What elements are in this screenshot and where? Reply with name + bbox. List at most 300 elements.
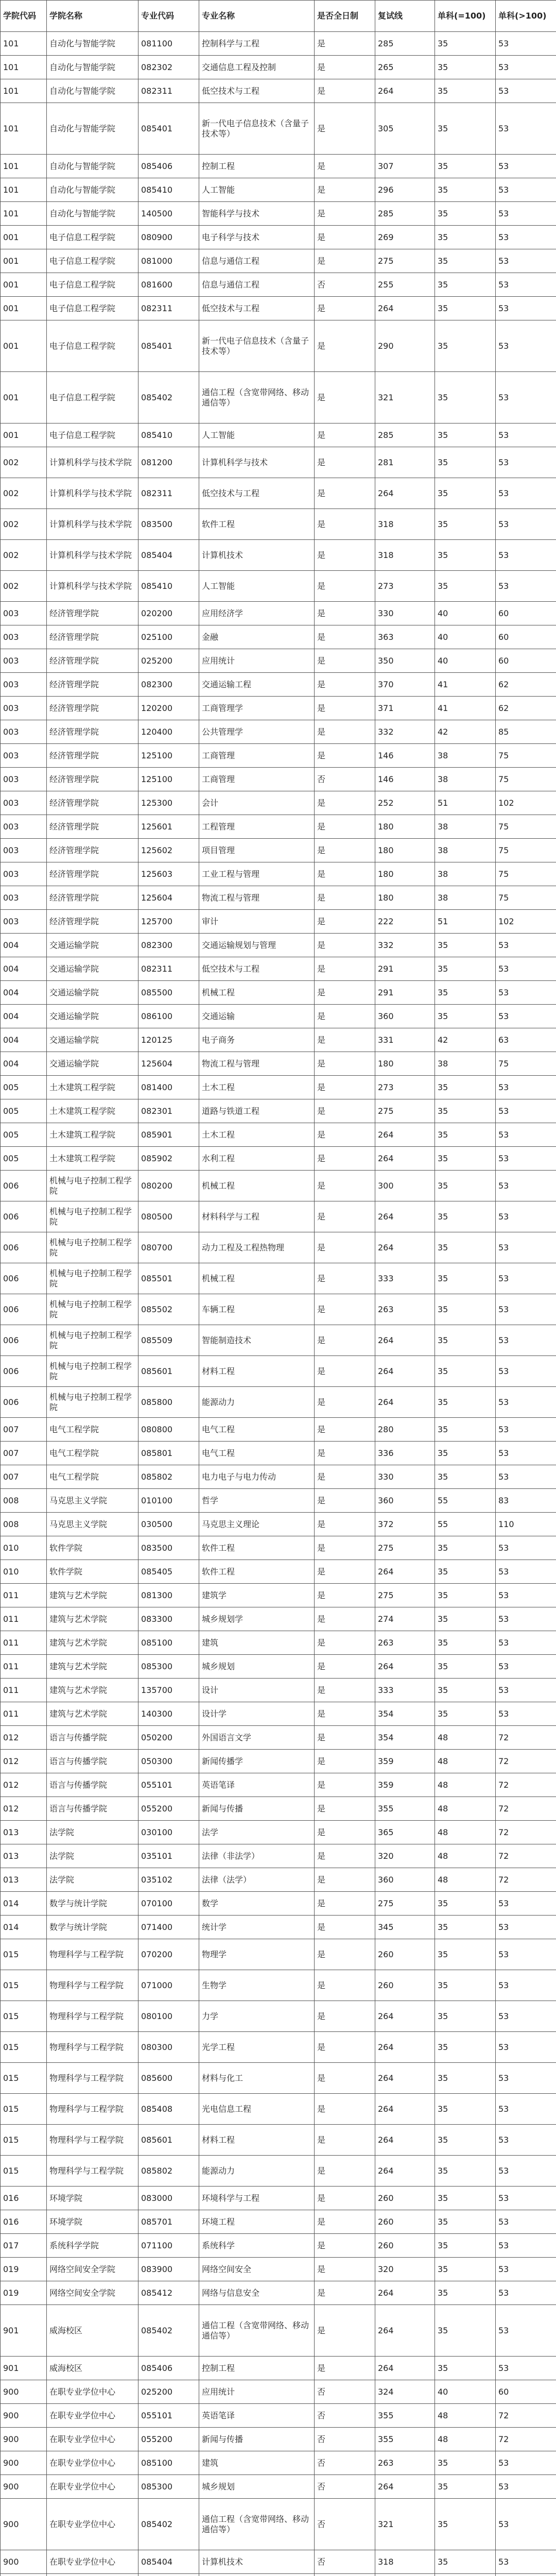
cell-cutoff: 180 xyxy=(375,862,435,886)
cell-single-over-100: 75 xyxy=(496,862,556,886)
header-major-name: 专业名称 xyxy=(199,1,315,32)
cell-major-code: 070100 xyxy=(138,1892,199,1916)
cell-full-time: 是 xyxy=(315,1387,375,1418)
cell-major-code: 085410 xyxy=(138,178,199,202)
cell-major-code: 120200 xyxy=(138,697,199,720)
cell-cutoff: 264 xyxy=(375,2281,435,2305)
cell-single-100: 35 xyxy=(435,1232,496,1263)
table-row xyxy=(1,1702,556,1726)
table-row xyxy=(1,1325,556,1356)
cell-major-name: 计算机技术 xyxy=(199,2550,315,2574)
cell-cutoff: 324 xyxy=(375,2380,435,2404)
table-row xyxy=(1,226,556,249)
cell-college-name: 在职专业学位中心 xyxy=(47,2499,138,2550)
cell-major-name: 新一代电子信息技术（含量子技术等） xyxy=(199,320,315,372)
cell-college-name: 物理科学与工程学院 xyxy=(47,2125,138,2156)
cell-full-time xyxy=(315,2574,375,2576)
cell-single-100: 38 xyxy=(435,768,496,791)
cell-single-over-100: 53 xyxy=(496,1702,556,1726)
cell-single-100: 35 xyxy=(435,1560,496,1584)
cell-single-100: 35 xyxy=(435,1418,496,1442)
cell-cutoff: 354 xyxy=(375,1726,435,1750)
cell-full-time: 是 xyxy=(315,1263,375,1294)
table-row xyxy=(1,1123,556,1147)
cell-cutoff: 264 xyxy=(375,1387,435,1418)
table-row xyxy=(1,2499,556,2550)
cell-college-name: 环境学院 xyxy=(47,2210,138,2234)
cell-single-100: 48 xyxy=(435,1726,496,1750)
cell-single-100: 35 xyxy=(435,2475,496,2499)
cell-major-name: 光学工程 xyxy=(199,2032,315,2063)
cell-cutoff: 280 xyxy=(375,1418,435,1442)
cell-full-time: 否 xyxy=(315,2550,375,2574)
cell-major-name: 材料工程 xyxy=(199,2125,315,2156)
cell-college-name: 计算机科学与技术学院 xyxy=(47,447,138,478)
cell-college-code: 003 xyxy=(1,744,47,768)
cell-single-over-100: 72 xyxy=(496,1726,556,1750)
cell-cutoff: 264 xyxy=(375,1356,435,1387)
cell-single-100: 35 xyxy=(435,1631,496,1655)
cell-cutoff: 275 xyxy=(375,1892,435,1916)
cell-full-time: 是 xyxy=(315,791,375,815)
cell-major-code: 086100 xyxy=(138,1005,199,1028)
cell-major-code: 135700 xyxy=(138,1679,199,1702)
cell-major-name: 人工智能 xyxy=(199,571,315,602)
cell-major-name: 网络与信息安全 xyxy=(199,2281,315,2305)
cell-single-over-100: 75 xyxy=(496,815,556,839)
cell-college-code: 008 xyxy=(1,1513,47,1536)
cell-college-code: 014 xyxy=(1,1892,47,1916)
cell-college-name: 在职专业学位中心 xyxy=(47,2451,138,2475)
cell-full-time: 是 xyxy=(315,372,375,423)
cell-college-code: 002 xyxy=(1,447,47,478)
cell-single-over-100: 53 xyxy=(496,1631,556,1655)
cell-cutoff: 291 xyxy=(375,957,435,981)
cell-cutoff: 300 xyxy=(375,1171,435,1201)
cell-single-over-100: 60 xyxy=(496,649,556,673)
cell-college-name: 环境学院 xyxy=(47,2187,138,2210)
cell-single-over-100: 75 xyxy=(496,744,556,768)
cell-college-code: 019 xyxy=(1,2258,47,2281)
table-row xyxy=(1,1631,556,1655)
cell-single-over-100: 53 xyxy=(496,273,556,297)
header-row xyxy=(1,1,556,32)
cell-college-code: 002 xyxy=(1,571,47,602)
cell-college-name: 机械与电子控制工程学院 xyxy=(47,1263,138,1294)
cell-single-over-100: 53 xyxy=(496,178,556,202)
cell-single-100: 35 xyxy=(435,178,496,202)
cell-full-time: 是 xyxy=(315,2281,375,2305)
cell-cutoff: 180 xyxy=(375,815,435,839)
cell-major-code: 035102 xyxy=(138,1868,199,1892)
cell-full-time: 是 xyxy=(315,2063,375,2094)
cell-major-code: 085402 xyxy=(138,2305,199,2357)
cell-major-name: 计算机技术 xyxy=(199,540,315,571)
cell-college-name: 物理科学与工程学院 xyxy=(47,1939,138,1970)
cell-major-name: 低空技术与工程 xyxy=(199,79,315,103)
table-row xyxy=(1,2187,556,2210)
cell-single-over-100: 102 xyxy=(496,791,556,815)
cell-full-time: 是 xyxy=(315,2305,375,2357)
cell-college-name: 机械与电子控制工程学院 xyxy=(47,1325,138,1356)
cell-single-100: 48 xyxy=(435,2404,496,2428)
table-row xyxy=(1,910,556,934)
cell-single-over-100: 75 xyxy=(496,886,556,910)
cell-single-over-100: 53 xyxy=(496,1232,556,1263)
header-college-name: 学院名称 xyxy=(47,1,138,32)
cell-major-code: 085401 xyxy=(138,103,199,155)
cell-single-over-100: 53 xyxy=(496,2281,556,2305)
cell-single-100: 35 xyxy=(435,1655,496,1679)
cell-major-code: 082302 xyxy=(138,56,199,79)
cell-single-100: 35 xyxy=(435,1099,496,1123)
cell-full-time: 否 xyxy=(315,2475,375,2499)
table-row xyxy=(1,1171,556,1201)
cell-college-code: 010 xyxy=(1,1536,47,1560)
cell-single-100: 35 xyxy=(435,372,496,423)
cell-college-code: 003 xyxy=(1,697,47,720)
cell-major-name: 通信工程（含宽带网络、移动通信等） xyxy=(199,2305,315,2357)
cell-major-name: 应用经济学 xyxy=(199,602,315,625)
cell-college-code: 006 xyxy=(1,1263,47,1294)
table-row xyxy=(1,1076,556,1099)
cell-single-over-100: 72 xyxy=(496,1750,556,1773)
cell-single-over-100: 53 xyxy=(496,79,556,103)
cell-full-time: 是 xyxy=(315,2258,375,2281)
table-row xyxy=(1,649,556,673)
cell-college-name: 语言与传播学院 xyxy=(47,1773,138,1797)
cell-major-code: 030500 xyxy=(138,1513,199,1536)
cell-major-name: 人工智能 xyxy=(199,178,315,202)
cell-full-time: 否 xyxy=(315,2404,375,2428)
cell-single-over-100: 62 xyxy=(496,673,556,697)
cell-college-code: 005 xyxy=(1,1099,47,1123)
table-row xyxy=(1,2428,556,2451)
cell-college-name: 计算机科学与技术学院 xyxy=(47,540,138,571)
cell-college-code: 011 xyxy=(1,1607,47,1631)
cell-cutoff: 360 xyxy=(375,1868,435,1892)
table-row xyxy=(1,720,556,744)
table-row xyxy=(1,1892,556,1916)
cell-single-over-100: 53 xyxy=(496,1123,556,1147)
cell-full-time: 是 xyxy=(315,56,375,79)
cell-full-time: 是 xyxy=(315,1916,375,1939)
cell-major-code: 140300 xyxy=(138,1702,199,1726)
cell-college-name: 物理科学与工程学院 xyxy=(47,2063,138,2094)
cell-cutoff: 296 xyxy=(375,178,435,202)
cell-college-name: 电子信息工程学院 xyxy=(47,297,138,320)
cell-major-name: 通信工程（含宽带网络、移动通信等） xyxy=(199,2499,315,2550)
cell-cutoff: 318 xyxy=(375,540,435,571)
cell-major-code: 030100 xyxy=(138,1821,199,1844)
cell-major-code: 085500 xyxy=(138,981,199,1005)
table-row xyxy=(1,1294,556,1325)
table-row xyxy=(1,791,556,815)
cell-single-over-100: 53 xyxy=(496,447,556,478)
cell-single-100: 55 xyxy=(435,1489,496,1513)
header-single-100: 单科(=100) xyxy=(435,1,496,32)
cell-college-name: 经济管理学院 xyxy=(47,862,138,886)
table-row xyxy=(1,202,556,226)
cell-college-name: 网络空间安全学院 xyxy=(47,2281,138,2305)
cell-single-100: 38 xyxy=(435,744,496,768)
cell-full-time: 是 xyxy=(315,1773,375,1797)
cell-college-name: 计算机科学与技术学院 xyxy=(47,478,138,509)
cell-college-code: 015 xyxy=(1,2063,47,2094)
cell-major-name: 水利工程 xyxy=(199,1147,315,1171)
cell-college-name: 计算机科学与技术学院 xyxy=(47,571,138,602)
cell-major-name: 工商管理 xyxy=(199,768,315,791)
cell-single-over-100: 53 xyxy=(496,1171,556,1201)
table-row xyxy=(1,2305,556,2357)
cell-full-time: 是 xyxy=(315,155,375,178)
cell-full-time: 是 xyxy=(315,1844,375,1868)
cell-cutoff: 264 xyxy=(375,1325,435,1356)
cell-cutoff: 291 xyxy=(375,981,435,1005)
table-row xyxy=(1,178,556,202)
cell-college-name: 土木建筑工程学院 xyxy=(47,1076,138,1099)
cell-major-name: 工商管理 xyxy=(199,744,315,768)
table-row xyxy=(1,1099,556,1123)
cell-college-name: 电子信息工程学院 xyxy=(47,320,138,372)
cell-college-name: 语言与传播学院 xyxy=(47,1797,138,1821)
cell-major-name: 数学 xyxy=(199,1892,315,1916)
cell-college-name: 建筑与艺术学院 xyxy=(47,1655,138,1679)
cell-full-time: 是 xyxy=(315,602,375,625)
cell-single-over-100: 53 xyxy=(496,2156,556,2187)
cell-college-name: 自动化与智能学院 xyxy=(47,178,138,202)
cell-college-code: 015 xyxy=(1,1970,47,2001)
cell-full-time: 是 xyxy=(315,1028,375,1052)
cell-full-time: 否 xyxy=(315,2380,375,2404)
cell-college-name: 电子信息工程学院 xyxy=(47,423,138,447)
cell-cutoff: 264 xyxy=(375,2063,435,2094)
cell-cutoff: 264 xyxy=(375,2125,435,2156)
cell-college-code: 001 xyxy=(1,249,47,273)
cell-full-time: 是 xyxy=(315,1702,375,1726)
cell-cutoff: 146 xyxy=(375,744,435,768)
cell-single-100: 38 xyxy=(435,1052,496,1076)
cell-full-time: 是 xyxy=(315,320,375,372)
cell-college-name: 系统科学学院 xyxy=(47,2234,138,2258)
cell-full-time: 是 xyxy=(315,297,375,320)
cell-single-100: 35 xyxy=(435,1892,496,1916)
cell-cutoff: 359 xyxy=(375,1773,435,1797)
table-row xyxy=(1,1387,556,1418)
cell-single-over-100: 53 xyxy=(496,2125,556,2156)
table-row xyxy=(1,1513,556,1536)
cell-single-100: 35 xyxy=(435,1294,496,1325)
cell-major-code: 125604 xyxy=(138,886,199,910)
cell-single-100: 35 xyxy=(435,2550,496,2574)
cell-major-name: 动力工程及工程热物理 xyxy=(199,1232,315,1263)
cell-major-name: 设计学 xyxy=(199,1702,315,1726)
cell-single-100: 35 xyxy=(435,297,496,320)
cell-single-over-100: 53 xyxy=(496,1465,556,1489)
cell-college-code: 003 xyxy=(1,649,47,673)
cell-full-time: 是 xyxy=(315,2357,375,2380)
cell-single-100: 35 xyxy=(435,1679,496,1702)
cell-major-code: 080300 xyxy=(138,2032,199,2063)
table-row xyxy=(1,697,556,720)
cell-single-over-100: 53 xyxy=(496,320,556,372)
cell-college-name: 物理科学与工程学院 xyxy=(47,1970,138,2001)
cell-cutoff: 264 xyxy=(375,2001,435,2032)
cell-major-code: 081200 xyxy=(138,447,199,478)
cell-cutoff: 265 xyxy=(375,56,435,79)
cell-major-code: 025200 xyxy=(138,2380,199,2404)
cell-full-time: 是 xyxy=(315,1076,375,1099)
cell-college-name: 机械与电子控制工程学院 xyxy=(47,1201,138,1232)
cell-full-time: 是 xyxy=(315,423,375,447)
cell-single-100: 35 xyxy=(435,1201,496,1232)
cell-full-time: 是 xyxy=(315,478,375,509)
cell-major-name: 外国语言文学 xyxy=(199,1726,315,1750)
cell-single-over-100: 60 xyxy=(496,2380,556,2404)
cell-major-code: 085408 xyxy=(138,2094,199,2125)
cell-cutoff: 305 xyxy=(375,103,435,155)
cell-college-name: 物理科学与工程学院 xyxy=(47,2094,138,2125)
cell-major-name: 物流工程与管理 xyxy=(199,886,315,910)
cell-college-name: 交通运输学院 xyxy=(47,1052,138,1076)
cell-full-time: 是 xyxy=(315,1294,375,1325)
cell-college-name: 法学院 xyxy=(47,1844,138,1868)
cell-full-time: 是 xyxy=(315,1892,375,1916)
table-row xyxy=(1,2574,556,2576)
cell-major-name: 生物学 xyxy=(199,1970,315,2001)
cell-college-name: 经济管理学院 xyxy=(47,697,138,720)
header-cutoff: 复试线 xyxy=(375,1,435,32)
cell-cutoff: 264 xyxy=(375,1560,435,1584)
cell-college-name: 土木建筑工程学院 xyxy=(47,1099,138,1123)
cell-major-name: 建筑 xyxy=(199,2451,315,2475)
table-row xyxy=(1,2063,556,2094)
cell-major-name: 统计学 xyxy=(199,1916,315,1939)
table-row xyxy=(1,1821,556,1844)
table-row xyxy=(1,1797,556,1821)
cell-major-code: 055101 xyxy=(138,1773,199,1797)
cell-single-over-100: 53 xyxy=(496,509,556,540)
cell-single-over-100: 110 xyxy=(496,1513,556,1536)
cell-college-code: 001 xyxy=(1,423,47,447)
cell-major-name: 力学 xyxy=(199,2001,315,2032)
cell-college-name: 物理科学与工程学院 xyxy=(47,2032,138,2063)
cell-cutoff: 332 xyxy=(375,720,435,744)
table-row xyxy=(1,79,556,103)
cell-major-code: 082300 xyxy=(138,934,199,957)
cell-single-100: 35 xyxy=(435,1916,496,1939)
cell-major-name: 电气工程 xyxy=(199,1418,315,1442)
cell-major-code: 025100 xyxy=(138,625,199,649)
cell-college-name: 交通运输学院 xyxy=(47,1028,138,1052)
cell-college-code: 001 xyxy=(1,372,47,423)
cell-major-name: 车辆工程 xyxy=(199,1294,315,1325)
cell-major-code: 082311 xyxy=(138,957,199,981)
cell-major-name: 智能制造技术 xyxy=(199,1325,315,1356)
cell-college-name: 交通运输学院 xyxy=(47,957,138,981)
cell-college-name: 马克思主义学院 xyxy=(47,1489,138,1513)
cell-full-time: 是 xyxy=(315,1679,375,1702)
cell-full-time: 是 xyxy=(315,447,375,478)
cell-single-over-100: 53 xyxy=(496,1005,556,1028)
cell-cutoff: 355 xyxy=(375,2428,435,2451)
cell-major-code: 081300 xyxy=(138,1584,199,1607)
cell-single-over-100: 53 xyxy=(496,2234,556,2258)
table-row xyxy=(1,155,556,178)
cell-full-time: 是 xyxy=(315,1655,375,1679)
cell-major-name: 控制工程 xyxy=(199,2357,315,2380)
cell-major-code: 085902 xyxy=(138,1147,199,1171)
table-row xyxy=(1,249,556,273)
cell-college-code: 010 xyxy=(1,1560,47,1584)
cell-major-code: 070200 xyxy=(138,1939,199,1970)
cell-college-name: 语言与传播学院 xyxy=(47,1750,138,1773)
cell-full-time: 是 xyxy=(315,886,375,910)
cell-major-name: 低空技术与工程 xyxy=(199,478,315,509)
cell-single-100: 35 xyxy=(435,934,496,957)
cell-major-name: 马克思主义理论 xyxy=(199,1513,315,1536)
table-row xyxy=(1,2451,556,2475)
cell-cutoff: 321 xyxy=(375,372,435,423)
cell-major-name: 公共管理学 xyxy=(199,720,315,744)
cell-cutoff: 330 xyxy=(375,1465,435,1489)
cell-major-name: 信息与通信工程 xyxy=(199,249,315,273)
cell-major-name: 低空技术与工程 xyxy=(199,297,315,320)
table-row xyxy=(1,2001,556,2032)
cell-major-name: 会计 xyxy=(199,791,315,815)
cell-major-code: 085300 xyxy=(138,2475,199,2499)
header-single-over-100: 单科(>100) xyxy=(496,1,556,32)
cell-full-time: 是 xyxy=(315,1750,375,1773)
cell-single-100: 35 xyxy=(435,2125,496,2156)
cell-major-name: 土木工程 xyxy=(199,1076,315,1099)
cell-college-code: 003 xyxy=(1,602,47,625)
cell-major-code: 010100 xyxy=(138,1489,199,1513)
cell-cutoff: 264 xyxy=(375,79,435,103)
cell-major-name: 工业工程与管理 xyxy=(199,862,315,886)
table-row xyxy=(1,540,556,571)
table-row xyxy=(1,2156,556,2187)
cell-college-name: 经济管理学院 xyxy=(47,649,138,673)
cell-college-code: 005 xyxy=(1,1147,47,1171)
cell-college-code: 900 xyxy=(1,2428,47,2451)
table-row xyxy=(1,1868,556,1892)
cell-single-over-100: 53 xyxy=(496,32,556,56)
cell-single-100: 35 xyxy=(435,2032,496,2063)
cell-major-code: 085800 xyxy=(138,1387,199,1418)
cell-single-100: 35 xyxy=(435,56,496,79)
cell-college-code: 900 xyxy=(1,2550,47,2574)
cell-college-code: 013 xyxy=(1,1844,47,1868)
cell-single-over-100: 53 xyxy=(496,2210,556,2234)
cell-college-name: 软件学院 xyxy=(47,1560,138,1584)
cell-major-code: 081400 xyxy=(138,1076,199,1099)
cell-single-over-100: 53 xyxy=(496,1294,556,1325)
cell-college-code: 004 xyxy=(1,981,47,1005)
cell-major-code: 125601 xyxy=(138,815,199,839)
cell-college-name: 机械与电子控制工程学院 xyxy=(47,1294,138,1325)
cell-full-time: 是 xyxy=(315,981,375,1005)
table-row xyxy=(1,320,556,372)
cell-major-name: 金融 xyxy=(199,625,315,649)
cell-college-name: 自动化与智能学院 xyxy=(47,155,138,178)
cell-cutoff: 264 xyxy=(375,2357,435,2380)
cell-college-code: 901 xyxy=(1,2357,47,2380)
cell-college-name: 建筑与艺术学院 xyxy=(47,1679,138,1702)
table-row xyxy=(1,1489,556,1513)
cell-major-code: 082311 xyxy=(138,79,199,103)
cell-college-code: 003 xyxy=(1,839,47,862)
